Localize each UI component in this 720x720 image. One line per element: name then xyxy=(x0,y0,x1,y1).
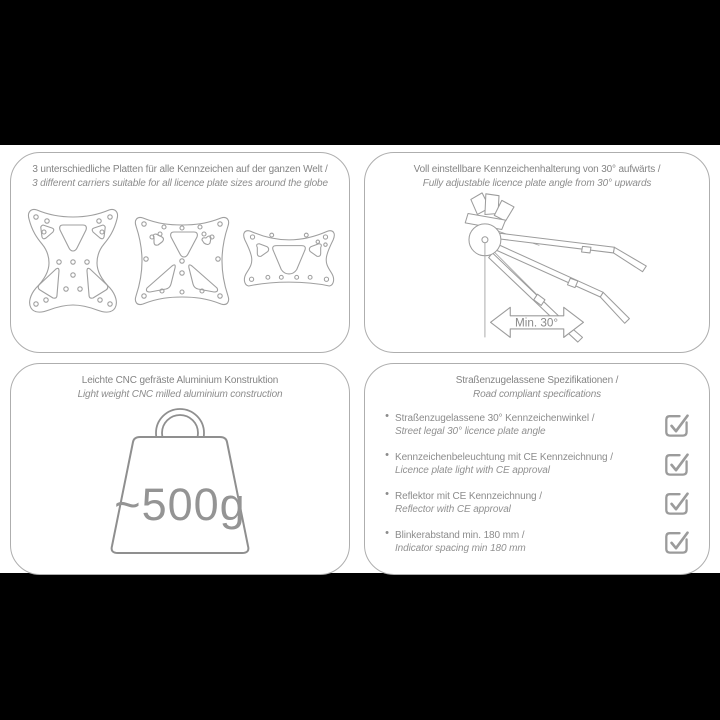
bullet-icon: • xyxy=(385,488,389,500)
panel-specs-title-en: Road compliant specifications xyxy=(473,389,601,400)
panel-weight-title-en: Light weight CNC milled aluminium construction xyxy=(77,389,283,400)
spec-item-de: Straßenzugelassene 30° Kennzeichenwinkel / xyxy=(395,413,595,424)
carrier-plates-row xyxy=(23,205,337,317)
panel-weight-title xyxy=(23,374,337,402)
spec-item-en: Licence plate light with CE approval xyxy=(395,465,550,476)
bullet-icon: • xyxy=(385,410,389,422)
panel-weight xyxy=(10,363,350,575)
panel-carriers-title-en: 3 different carriers suitable for all licence plate sizes around the globe xyxy=(32,178,328,189)
spec-item-de: Kennzeichenbeleuchtung mit CE Kennzeichnung / xyxy=(395,452,613,463)
panel-specs-title-de: Straßenzugelassene Spezifikationen / xyxy=(455,375,619,386)
spec-item-text xyxy=(395,529,653,555)
spec-item-en: Reflector with CE approval xyxy=(395,504,511,515)
panel-specs xyxy=(364,363,710,575)
panel-angle-title-en: Fully adjustable licence plate angle from 30° upwards xyxy=(422,178,652,189)
panel-carriers xyxy=(10,152,350,353)
panel-specs-title xyxy=(377,374,697,402)
checkbox-checked-icon xyxy=(661,410,691,440)
spec-item-de: Blinkerabstand min. 180 mm / xyxy=(395,530,525,541)
letterbox-top xyxy=(0,0,720,145)
spec-item-en: Indicator spacing min 180 mm xyxy=(395,543,526,554)
spec-item xyxy=(379,527,691,557)
panel-carriers-title-de: 3 unterschiedliche Platten für alle Kennzeichen auf der ganzen Welt / xyxy=(32,164,328,175)
spec-item-en: Street legal 30° licence plate angle xyxy=(395,426,546,437)
min-angle-label: Min. 30° xyxy=(514,316,559,330)
spec-item-text xyxy=(395,451,653,477)
checkbox-checked-icon xyxy=(661,488,691,518)
spec-item xyxy=(379,449,691,479)
letterbox-bottom xyxy=(0,573,720,720)
adjustable-holder-drawing xyxy=(377,191,697,343)
spec-list xyxy=(377,410,697,557)
checkbox-checked-icon xyxy=(661,527,691,557)
panel-weight-title-de: Leichte CNC gefräste Aluminium Konstruktion xyxy=(81,375,279,386)
panel-angle xyxy=(364,152,710,353)
bullet-icon: • xyxy=(385,527,389,539)
bullet-icon: • xyxy=(385,449,389,461)
weight-label: ~500g xyxy=(114,479,246,530)
panel-angle-title-de: Voll einstellbare Kennzeichenhalterung von 30° aufwärts / xyxy=(413,164,661,175)
weight-icon xyxy=(100,406,260,556)
carrier-plate-medium-icon xyxy=(132,213,232,309)
infographic-grid xyxy=(0,145,720,573)
carrier-plate-large-icon xyxy=(23,205,123,317)
panel-carriers-title xyxy=(23,163,337,191)
carrier-plate-small-icon xyxy=(241,224,337,298)
panel-angle-title xyxy=(377,163,697,191)
spec-item-de: Reflektor mit CE Kennzeichnung / xyxy=(395,491,542,502)
checkbox-checked-icon xyxy=(661,449,691,479)
spec-item-text xyxy=(395,412,653,438)
spec-item-text xyxy=(395,490,653,516)
spec-item xyxy=(379,410,691,440)
spec-item xyxy=(379,488,691,518)
